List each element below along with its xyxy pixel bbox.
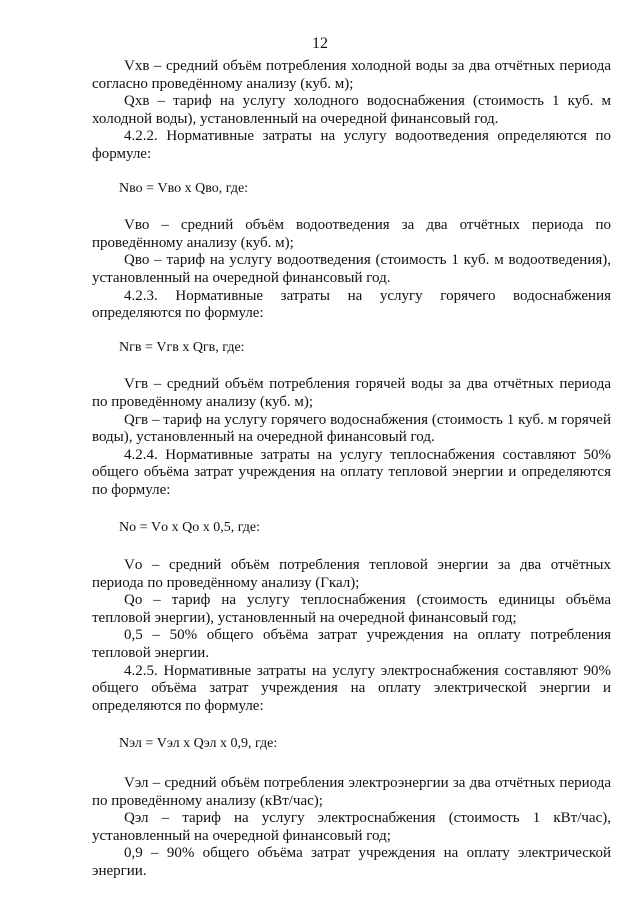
- definition-vvo: Vво – средний объём водоотведения за два отчётных периода по проведённому анализу (куб. м);: [92, 217, 611, 251]
- section-4-2-3: 4.2.3. Нормативные затраты на услугу горячего водоснабжения определяются по формуле:: [92, 287, 611, 322]
- definition-vxv: Vхв – средний объём потребления холодной воды за два отчётных периода согласно проведённому анализу (куб. м);: [92, 58, 611, 92]
- definition-qxv: Qхв – тариф на услугу холодного водоснабжения (стоимость 1 куб. м холодной воды), установленный на очередной финансовый год.: [92, 93, 611, 127]
- formula-4-2-2: Nво = Vво x Qво, где:: [119, 180, 249, 196]
- definition-qo: Qо – тариф на услугу теплоснабжения (стоимость единицы объёма тепловой энергии), установленный на очередной финансовый год;: [92, 592, 611, 626]
- section-4-2-5: 4.2.5. Нормативные затраты на услугу электроснабжения составляют 90% общего объёма затрат учреждения на оплату электрической энергии и определяются по формуле:: [92, 662, 611, 714]
- definition-vgv: Vгв – средний объём потребления горячей воды за два отчётных периода по проведённому анализу (куб. м);: [92, 376, 611, 410]
- definition-vo: Vо – средний объём потребления тепловой энергии за два отчётных периода по проведённому анализу (Гкал);: [92, 557, 611, 591]
- section-4-2-4: 4.2.4. Нормативные затраты на услугу теплоснабжения составляют 50% общего объёма затрат учреждения на оплату тепловой энергии и определяются по формуле:: [92, 446, 611, 498]
- document-body: [92, 58, 611, 881]
- page-number: 12: [312, 35, 328, 52]
- definition-qgv: Qгв – тариф на услугу горячего водоснабжения (стоимость 1 куб. м горячей воды), установленный на очередной финансовый год.: [92, 411, 611, 446]
- formula-4-2-3: Nгв = Vгв x Qгв, где:: [119, 339, 245, 355]
- section-4-2-2: 4.2.2. Нормативные затраты на услугу водоотведения определяются по формуле:: [92, 128, 611, 162]
- formula-4-2-4: Nо = Vо x Qо x 0,5, где:: [119, 520, 260, 536]
- definition-coef-0-5: 0,5 – 50% общего объёма затрат учреждения на оплату потребления тепловой энергии.: [92, 627, 611, 662]
- definition-vel: Vэл – средний объём потребления электроэнергии за два отчётных периода по проведённому анализу (кВт/час);: [92, 775, 611, 809]
- definition-qel: Qэл – тариф на услугу электроснабжения (стоимость 1 кВт/час), установленный на очередной финансовый год;: [92, 810, 611, 844]
- formula-4-2-5: Nэл = Vэл x Qэл x 0,9, где:: [119, 736, 278, 752]
- definition-qvo: Qво – тариф на услугу водоотведения (стоимость 1 куб. м водоотведения), установленный на очередной финансовый год.: [92, 252, 611, 286]
- definition-coef-0-9: 0,9 – 90% общего объёма затрат учреждения на оплату электрической энергии.: [92, 845, 611, 879]
